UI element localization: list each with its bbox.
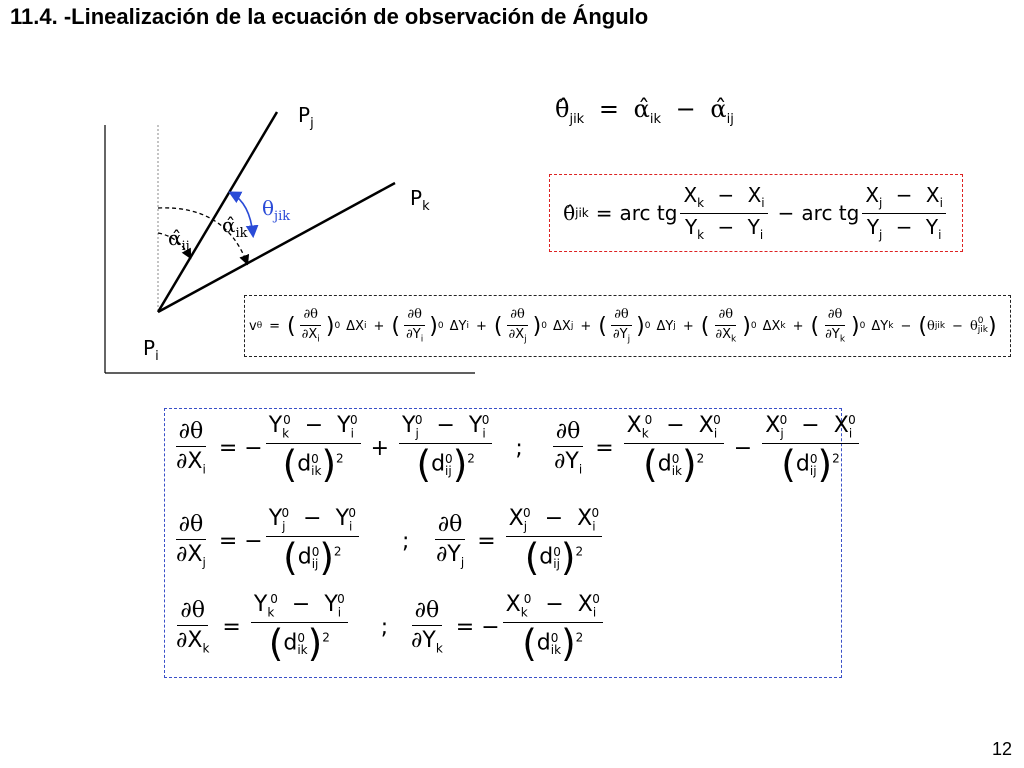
equation-theta-alpha: $\thetâ_{jik}$ = $\alphâ_{ik}$ − $\alphâ_{ij}$	[555, 95, 734, 127]
deriv-yk: $\frac{\partial\theta}{\partial Y_k}$ = − $X_k^0 - X_i^0$ (d 0 ik )$^2$	[405, 592, 606, 663]
v-terms	[287, 308, 918, 345]
v-term: ( $\frac{\partial\theta}{\partial Y_k}$ ) 0 Δ Y k −	[810, 306, 912, 345]
v-term: ( $\frac{\partial\theta}{\partial X_j}$ ) 0 Δ X j +	[493, 306, 592, 345]
label-alpha-ij: $\alphâ_{ij}$	[168, 226, 190, 254]
deriv-xj: $\frac{\partial\theta}{\partial X_j}$ = − $Y_j^0 - Y_i^0$ (d 0 ij )$^2$ ;	[176, 505, 410, 580]
slide-title: 11.4. -Linealización de la ecuación de observación de Ángulo	[10, 4, 649, 29]
label-pj: $P_j$	[298, 103, 314, 131]
equation-v-box: v θ = ( $\frac{\partial\theta}{\partial X_i}$ ) 0 Δ X i + ( $\frac{\partial\theta}{\partial Y_i}$ ) 0 Δ Y i + ( $\frac{\partial\theta}{\partial X_j}$ ) 0 Δ X j + ( $\frac{\partial\theta}{\partial Y_j}$ ) 0 Δ Y j + ( $\frac{\partial\theta}{\partial X_k}$ ) 0 Δ X k + ( $\frac{\partial\theta}{\partial Y_k}$ ) 0 Δ Y k − ( θ jik − θ 0 jik )	[244, 295, 1011, 357]
deriv-xk: $\frac{\partial\theta}{\partial X_k}$ = $Y_k^0 - Y_i^0$ (d 0 ik )$^2$ ;	[176, 591, 389, 666]
deriv-xi: $\frac{\partial\theta}{\partial X_i}$ = − $Y_k^0 - Y_i^0$ (d 0 ik )$^2$ + $Y_j^0 - Y_i^0$ (d 0 ij )$^2$ ;	[176, 412, 523, 487]
label-alpha-ik: $\alphâ_{ik}$	[222, 213, 248, 241]
page-number: 12	[991, 739, 1012, 759]
v-term: ( $\frac{\partial\theta}{\partial Y_j}$ ) 0 Δ Y j +	[598, 306, 694, 345]
v-term: ( $\frac{\partial\theta}{\partial X_k}$ ) 0 Δ X k +	[700, 306, 804, 345]
v-term: ( $\frac{\partial\theta}{\partial X_i}$ ) 0 Δ X i +	[287, 306, 385, 345]
equation-arctg-box: θ̂ jik = arc tg $\frac{X_k - X_i}{Y_k - Y_i}$ − arc tg $\frac{X_j - X_i}{Y_j - Y_i}$	[549, 174, 963, 252]
v-term: ( $\frac{\partial\theta}{\partial Y_i}$ ) 0 Δ Y i +	[391, 306, 487, 345]
ray-to-pj	[158, 112, 277, 312]
label-pk: $P_k$	[410, 186, 430, 214]
fraction-k: $\frac{X_k - X_i}{Y_k - Y_i}$	[680, 184, 767, 243]
deriv-yi: $\frac{\partial\theta}{\partial Y_i}$ = $X_k^0 - X_i^0$ (d 0 ik )$^2$ − $X_j^0 - X_i^0$ (d 0 ij )$^2$	[548, 413, 862, 484]
label-theta-jik: $\theta_{jik}$	[262, 196, 291, 224]
label-pi: $P_i$	[143, 336, 159, 364]
deriv-yj: $\frac{\partial\theta}{\partial Y_j}$ = $X_j^0 - X_i^0$ (d 0 ij )$^2$	[430, 506, 605, 577]
fraction-j: $\frac{X_j - X_i}{Y_j - Y_i}$	[862, 184, 946, 243]
